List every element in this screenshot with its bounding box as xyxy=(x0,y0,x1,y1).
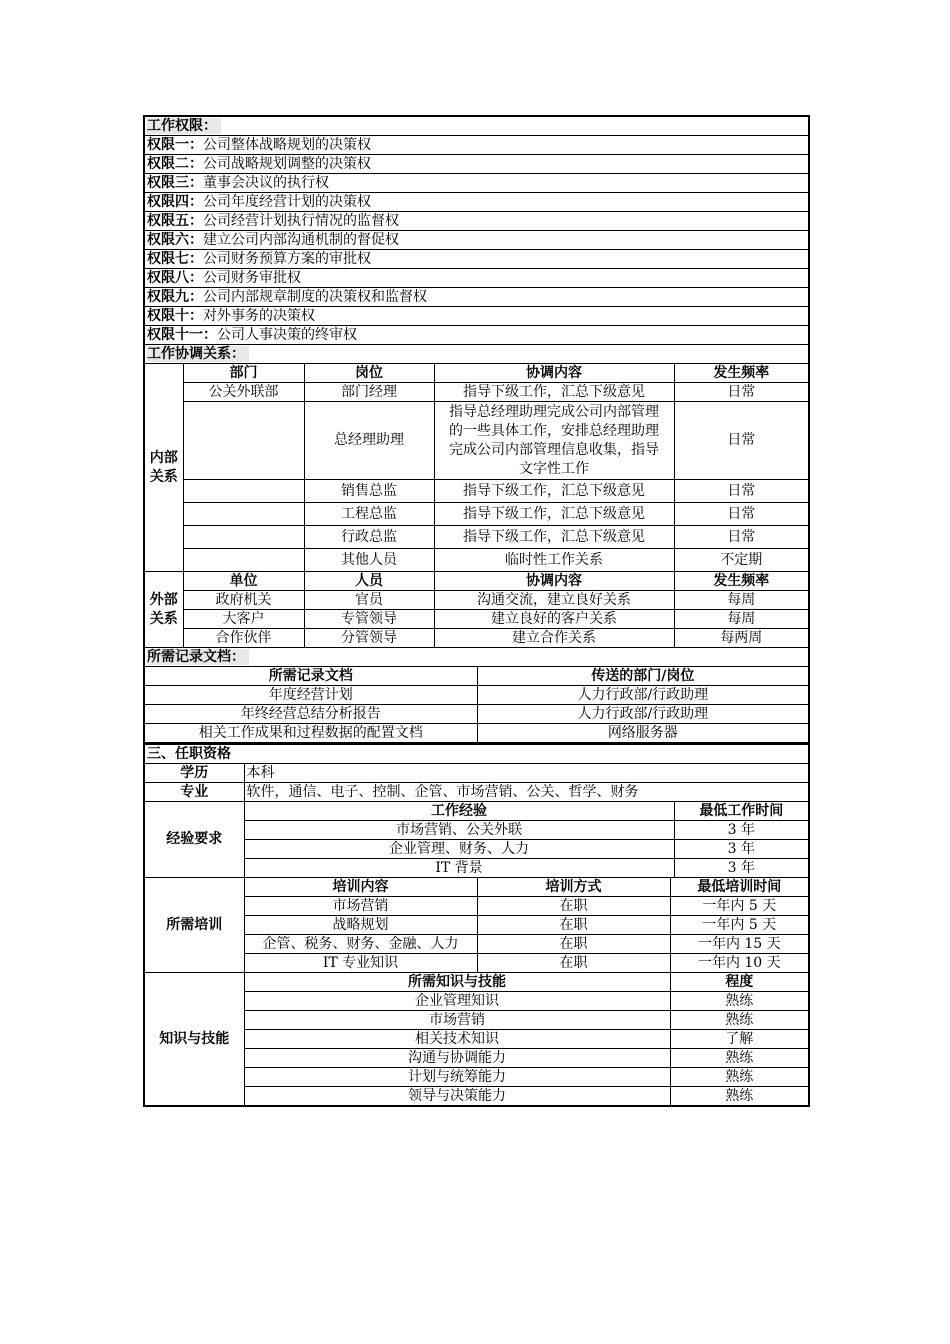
dept-cell xyxy=(183,402,304,480)
content-cell: 指导下级工作，汇总下级意见 xyxy=(434,503,674,526)
authority-item-text: 公司内部规章制度的决策权和监督权 xyxy=(203,288,427,305)
job-description-table xyxy=(143,115,810,1107)
content-cell: 沟通交流，建立良好关系 xyxy=(434,591,674,610)
table-row xyxy=(144,1011,809,1030)
table-row xyxy=(144,954,809,973)
frequency-cell: 不定期 xyxy=(674,549,809,572)
content-cell: 指导下级工作，汇总下级意见 xyxy=(434,383,674,402)
table-row xyxy=(144,897,809,916)
col-header-unit: 单位 xyxy=(183,572,304,591)
authority-item xyxy=(144,174,809,193)
records-title: 所需记录文档： xyxy=(147,649,249,665)
col-header-level: 程度 xyxy=(670,973,809,992)
qualifications-section-header xyxy=(144,744,809,764)
authority-item-text: 建立公司内部沟通机制的督促权 xyxy=(203,231,399,248)
col-header-destination: 传送的部门/岗位 xyxy=(477,667,809,686)
position-cell: 总经理助理 xyxy=(304,402,434,480)
content-cell: 指导下级工作，汇总下级意见 xyxy=(434,480,674,503)
experience-cell: IT 背景 xyxy=(244,859,674,878)
table-row xyxy=(144,610,809,629)
authority-item-text: 公司年度经营计划的决策权 xyxy=(203,193,371,210)
records-header-row xyxy=(144,667,809,686)
records-section-header xyxy=(144,648,809,667)
authority-title: 工作权限： xyxy=(147,118,221,134)
col-header-frequency: 发生频率 xyxy=(674,572,809,591)
authority-item-text: 公司财务预算方案的审批权 xyxy=(203,250,371,267)
col-header-person: 人员 xyxy=(304,572,434,591)
training-mode-cell: 在职 xyxy=(477,916,670,935)
col-header-content: 协调内容 xyxy=(434,572,674,591)
training-time-cell: 一年内 15 天 xyxy=(670,935,809,954)
person-cell: 分管领导 xyxy=(304,629,434,648)
work-time-cell: 3 年 xyxy=(674,859,809,878)
person-cell: 官员 xyxy=(304,591,434,610)
authority-item xyxy=(144,269,809,288)
dept-cell xyxy=(183,503,304,526)
work-time-cell: 3 年 xyxy=(674,821,809,840)
education-label: 学历 xyxy=(144,764,244,783)
authority-item-text: 对外事务的决策权 xyxy=(203,307,315,324)
position-cell: 部门经理 xyxy=(304,383,434,402)
authority-item-label: 权限九： xyxy=(147,288,203,305)
major-value: 软件，通信、电子、控制、企管、市场营销、公关、哲学、财务 xyxy=(244,783,809,802)
authority-item-label: 权限七： xyxy=(147,250,203,267)
level-cell: 了解 xyxy=(670,1030,809,1049)
level-cell: 熟练 xyxy=(670,1087,809,1107)
training-mode-cell: 在职 xyxy=(477,954,670,973)
col-header-experience: 工作经验 xyxy=(244,802,674,821)
coordination-section-header xyxy=(144,345,809,364)
authority-item-text: 公司财务审批权 xyxy=(203,269,301,286)
authority-item-text: 公司经营计划执行情况的监督权 xyxy=(203,212,399,229)
table-row xyxy=(144,1049,809,1068)
authority-item xyxy=(144,231,809,250)
table-row xyxy=(144,1030,809,1049)
major-row xyxy=(144,783,809,802)
authority-item-text: 公司战略规划调整的决策权 xyxy=(203,155,371,172)
level-cell: 熟练 xyxy=(670,1049,809,1068)
training-mode-cell: 在职 xyxy=(477,935,670,954)
frequency-cell: 每周 xyxy=(674,610,809,629)
authority-item-label: 权限六： xyxy=(147,231,203,248)
skills-label: 知识与技能 xyxy=(144,973,244,1107)
col-header-document: 所需记录文档 xyxy=(144,667,477,686)
content-cell: 临时性工作关系 xyxy=(434,549,674,572)
authority-item xyxy=(144,155,809,174)
experience-cell: 企业管理、财务、人力 xyxy=(244,840,674,859)
skills-header-row xyxy=(144,973,809,992)
document-cell: 年终经营总结分析报告 xyxy=(144,705,477,724)
training-content-cell: IT 专业知识 xyxy=(244,954,477,973)
skill-cell: 市场营销 xyxy=(244,1011,670,1030)
frequency-cell: 每周 xyxy=(674,591,809,610)
content-cell: 指导总经理助理完成公司内部管理的一些具体工作，安排总经理助理完成公司内部管理信息收集，指导文字性工作 xyxy=(434,402,674,480)
job-description-document xyxy=(143,115,808,1107)
destination-cell: 人力行政部/行政助理 xyxy=(477,705,809,724)
work-time-cell: 3 年 xyxy=(674,840,809,859)
level-cell: 熟练 xyxy=(670,1068,809,1087)
table-row xyxy=(144,821,809,840)
training-content-cell: 战略规划 xyxy=(244,916,477,935)
authority-item xyxy=(144,250,809,269)
education-value: 本科 xyxy=(244,764,809,783)
col-header-min-work-time: 最低工作时间 xyxy=(674,802,809,821)
col-header-dept: 部门 xyxy=(183,364,304,383)
internal-header-row xyxy=(144,364,809,383)
unit-cell: 大客户 xyxy=(183,610,304,629)
table-row xyxy=(144,686,809,705)
internal-relations-label: 内部关系 xyxy=(144,364,183,572)
col-header-training-mode: 培训方式 xyxy=(477,878,670,897)
unit-cell: 合作伙伴 xyxy=(183,629,304,648)
frequency-cell: 日常 xyxy=(674,503,809,526)
authority-item-label: 权限五： xyxy=(147,212,203,229)
col-header-skill: 所需知识与技能 xyxy=(244,973,670,992)
table-row xyxy=(144,859,809,878)
table-row xyxy=(144,383,809,402)
coordination-title: 工作协调关系： xyxy=(147,346,249,362)
position-cell: 工程总监 xyxy=(304,503,434,526)
training-time-cell: 一年内 5 天 xyxy=(670,916,809,935)
content-cell: 建立合作关系 xyxy=(434,629,674,648)
dept-cell xyxy=(183,480,304,503)
training-mode-cell: 在职 xyxy=(477,897,670,916)
frequency-cell: 日常 xyxy=(674,402,809,480)
position-cell: 销售总监 xyxy=(304,480,434,503)
skill-cell: 计划与统筹能力 xyxy=(244,1068,670,1087)
authority-item xyxy=(144,307,809,326)
table-row xyxy=(144,705,809,724)
authority-item-text: 公司整体战略规划的决策权 xyxy=(203,136,371,153)
table-row xyxy=(144,480,809,503)
dept-cell xyxy=(183,549,304,572)
col-header-content: 协调内容 xyxy=(434,364,674,383)
external-header-row xyxy=(144,572,809,591)
experience-label: 经验要求 xyxy=(144,802,244,878)
frequency-cell: 日常 xyxy=(674,480,809,503)
frequency-cell: 日常 xyxy=(674,526,809,549)
authority-item-label: 权限十： xyxy=(147,307,203,324)
education-row xyxy=(144,764,809,783)
authority-item xyxy=(144,326,809,345)
col-header-position: 岗位 xyxy=(304,364,434,383)
content-cell: 指导下级工作，汇总下级意见 xyxy=(434,526,674,549)
training-content-cell: 市场营销 xyxy=(244,897,477,916)
authority-item-label: 权限二： xyxy=(147,155,203,172)
authority-item-label: 权限一： xyxy=(147,136,203,153)
table-row xyxy=(144,629,809,648)
destination-cell: 人力行政部/行政助理 xyxy=(477,686,809,705)
table-row xyxy=(144,935,809,954)
skill-cell: 企业管理知识 xyxy=(244,992,670,1011)
table-row xyxy=(144,549,809,572)
unit-cell: 政府机关 xyxy=(183,591,304,610)
table-row xyxy=(144,992,809,1011)
document-cell: 相关工作成果和过程数据的配置文档 xyxy=(144,724,477,744)
training-content-cell: 企管、税务、财务、金融、人力 xyxy=(244,935,477,954)
skill-cell: 沟通与协调能力 xyxy=(244,1049,670,1068)
training-header-row xyxy=(144,878,809,897)
table-row xyxy=(144,724,809,744)
table-row xyxy=(144,526,809,549)
training-label: 所需培训 xyxy=(144,878,244,973)
authority-item xyxy=(144,288,809,307)
authority-item-label: 权限十一： xyxy=(147,326,217,343)
destination-cell: 网络服务器 xyxy=(477,724,809,744)
dept-cell: 公关外联部 xyxy=(183,383,304,402)
skill-cell: 相关技术知识 xyxy=(244,1030,670,1049)
position-cell: 行政总监 xyxy=(304,526,434,549)
skill-cell: 领导与决策能力 xyxy=(244,1087,670,1107)
external-relations-label: 外部关系 xyxy=(144,572,183,648)
major-label: 专业 xyxy=(144,783,244,802)
table-row xyxy=(144,840,809,859)
experience-header-row xyxy=(144,802,809,821)
table-row xyxy=(144,591,809,610)
authority-section-header xyxy=(144,116,809,136)
authority-item-label: 权限三： xyxy=(147,174,203,191)
dept-cell xyxy=(183,526,304,549)
table-row xyxy=(144,1068,809,1087)
frequency-cell: 每两周 xyxy=(674,629,809,648)
training-time-cell: 一年内 10 天 xyxy=(670,954,809,973)
training-time-cell: 一年内 5 天 xyxy=(670,897,809,916)
authority-item xyxy=(144,212,809,231)
col-header-frequency: 发生频率 xyxy=(674,364,809,383)
position-cell: 其他人员 xyxy=(304,549,434,572)
table-row xyxy=(144,916,809,935)
level-cell: 熟练 xyxy=(670,1011,809,1030)
authority-item-text: 公司人事决策的终审权 xyxy=(217,326,357,343)
authority-item xyxy=(144,193,809,212)
content-cell: 建立良好的客户关系 xyxy=(434,610,674,629)
authority-item-label: 权限八： xyxy=(147,269,203,286)
col-header-training-content: 培训内容 xyxy=(244,878,477,897)
experience-cell: 市场营销、公关外联 xyxy=(244,821,674,840)
authority-item xyxy=(144,136,809,155)
table-row xyxy=(144,402,809,480)
qualifications-title: 三、任职资格 xyxy=(147,745,231,762)
frequency-cell: 日常 xyxy=(674,383,809,402)
person-cell: 专管领导 xyxy=(304,610,434,629)
authority-item-label: 权限四： xyxy=(147,193,203,210)
table-row xyxy=(144,1087,809,1107)
table-row xyxy=(144,503,809,526)
authority-item-text: 董事会决议的执行权 xyxy=(203,174,329,191)
col-header-min-training-time: 最低培训时间 xyxy=(670,878,809,897)
document-cell: 年度经营计划 xyxy=(144,686,477,705)
level-cell: 熟练 xyxy=(670,992,809,1011)
